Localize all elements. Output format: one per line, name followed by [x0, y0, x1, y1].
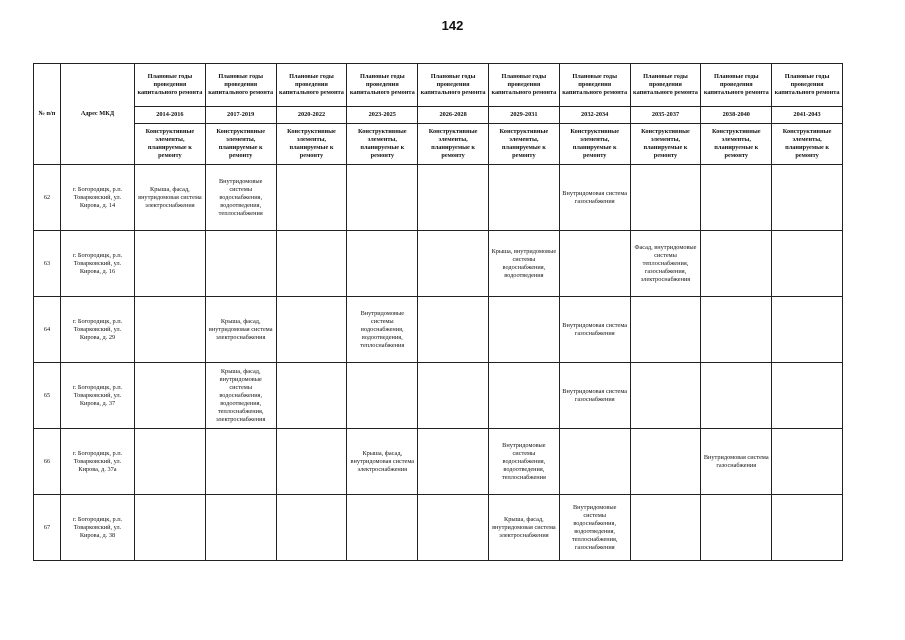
repair-cell: [135, 429, 206, 495]
repair-cell: [701, 495, 772, 561]
repair-cell: [418, 429, 489, 495]
repair-cell: [276, 231, 347, 297]
repair-cell: [418, 231, 489, 297]
table-row: [34, 363, 843, 429]
repair-cell: Крыша, фасад, внутридомовая система электроснабжения: [488, 495, 559, 561]
row-address: г. Богородицк, р.п. Товарковский, ул. Кирова, д. 16: [61, 231, 135, 297]
repair-cell: Внутридомовая система газоснабжения: [559, 165, 630, 231]
header-years-2032-2034: 2032-2034: [559, 107, 630, 124]
row-address: г. Богородицк, р.п. Товарковский, ул. Кирова, д. 37: [61, 363, 135, 429]
header-elements-label: Конструктивные элементы, планируемые к ремонту: [630, 124, 701, 165]
header-years-2020-2022: 2020-2022: [276, 107, 347, 124]
header-period-title: Плановые годы проведения капитального ремонта: [347, 64, 418, 107]
repair-cell: [276, 495, 347, 561]
header-elements-label: Конструктивные элементы, планируемые к ремонту: [701, 124, 772, 165]
repair-cell: Крыша, фасад, внутридомовая система электроснабжения: [135, 165, 206, 231]
repair-cell: [276, 165, 347, 231]
repair-cell: Крыша, внутридомовые системы водоснабжения, водоотведения: [488, 231, 559, 297]
header-elements-label: Конструктивные элементы, планируемые к ремонту: [559, 124, 630, 165]
repair-cell: [418, 297, 489, 363]
row-number: 62: [34, 165, 61, 231]
page-number: 142: [441, 18, 464, 33]
repair-cell: [347, 495, 418, 561]
row-number: 63: [34, 231, 61, 297]
repair-cell: Внутридомовые системы водоснабжения, водоотведения, теплоснабжения: [488, 429, 559, 495]
repair-cell: [418, 495, 489, 561]
repair-cell: [630, 165, 701, 231]
repair-cell: Внутридомовые системы водоснабжения, водоотведения, теплоснабжения, газоснабжения: [559, 495, 630, 561]
repair-cell: Внутридомовые системы водоснабжения, водоотведения, теплоснабжения: [347, 297, 418, 363]
repair-cell: [135, 231, 206, 297]
table-body: [34, 165, 843, 561]
header-elements-label: Конструктивные элементы, планируемые к ремонту: [418, 124, 489, 165]
repair-cell: [347, 231, 418, 297]
header-elements-label: Конструктивные элементы, планируемые к ремонту: [205, 124, 276, 165]
repair-cell: [772, 429, 843, 495]
header-elements-label: Конструктивные элементы, планируемые к ремонту: [135, 124, 206, 165]
repair-cell: [630, 495, 701, 561]
repair-cell: [135, 495, 206, 561]
repair-cell: [701, 165, 772, 231]
repair-cell: Внутридомовая система газоснабжения: [559, 297, 630, 363]
row-number: 64: [34, 297, 61, 363]
header-period-title: Плановые годы проведения капитального ремонта: [630, 64, 701, 107]
repair-cell: [772, 231, 843, 297]
header-years-2038-2040: 2038-2040: [701, 107, 772, 124]
header-row-elements: [34, 124, 843, 165]
header-years-2014-2016: 2014-2016: [135, 107, 206, 124]
table-row: [34, 429, 843, 495]
repair-cell: Внутридомовая система газоснабжения: [559, 363, 630, 429]
header-period-title: Плановые годы проведения капитального ремонта: [559, 64, 630, 107]
repair-cell: [701, 363, 772, 429]
repair-cell: [347, 165, 418, 231]
header-period-title: Плановые годы проведения капитального ремонта: [135, 64, 206, 107]
header-address: Адрес МКД: [61, 64, 135, 165]
repair-cell: [276, 363, 347, 429]
repair-cell: Внутридомовые системы водоснабжения, водоотведения, теплоснабжения: [205, 165, 276, 231]
row-number: 67: [34, 495, 61, 561]
repair-cell: [488, 363, 559, 429]
repair-cell: [276, 297, 347, 363]
repair-cell: [276, 429, 347, 495]
header-period-title: Плановые годы проведения капитального ремонта: [276, 64, 347, 107]
header-period-title: Плановые годы проведения капитального ремонта: [205, 64, 276, 107]
header-years-2017-2019: 2017-2019: [205, 107, 276, 124]
header-years-2023-2025: 2023-2025: [347, 107, 418, 124]
row-address: г. Богородицк, р.п. Товарковский, ул. Кирова, д. 37а: [61, 429, 135, 495]
repair-cell: [772, 495, 843, 561]
repair-cell: [205, 231, 276, 297]
repair-cell: [772, 165, 843, 231]
repair-cell: [488, 165, 559, 231]
repair-cell: Крыша, фасад, внутридомовые системы водоснабжения, водоотведения, теплоснабжения, электроснабжения: [205, 363, 276, 429]
table-row: [34, 495, 843, 561]
header-row-years: [34, 107, 843, 124]
repair-cell: Крыша, фасад, внутридомовая система электроснабжения: [205, 297, 276, 363]
header-row-periods: [34, 64, 843, 107]
header-elements-label: Конструктивные элементы, планируемые к ремонту: [276, 124, 347, 165]
repair-cell: [630, 297, 701, 363]
repair-cell: Внутридомовая система газоснабжения: [701, 429, 772, 495]
table-row: [34, 231, 843, 297]
repair-cell: [418, 165, 489, 231]
repair-cell: [701, 231, 772, 297]
repair-cell: Крыша, фасад, внутридомовая система электроснабжения: [347, 429, 418, 495]
repair-cell: [135, 297, 206, 363]
repair-cell: [630, 363, 701, 429]
capital-repair-schedule-table: [33, 63, 843, 561]
repair-cell: Фасад, внутридомовые системы теплоснабжения, газоснабжения, электроснабжения: [630, 231, 701, 297]
row-address: г. Богородицк, р.п. Товарковский, ул. Кирова, д. 38: [61, 495, 135, 561]
repair-cell: [135, 363, 206, 429]
repair-cell: [772, 297, 843, 363]
repair-cell: [347, 363, 418, 429]
header-years-2029-2031: 2029-2031: [488, 107, 559, 124]
row-address: г. Богородицк, р.п. Товарковский, ул. Кирова, д. 14: [61, 165, 135, 231]
header-num: № п/п: [34, 64, 61, 165]
repair-cell: [630, 429, 701, 495]
header-years-2041-2043: 2041-2043: [772, 107, 843, 124]
repair-cell: [205, 495, 276, 561]
repair-cell: [418, 363, 489, 429]
repair-cell: [772, 363, 843, 429]
header-years-2035-2037: 2035-2037: [630, 107, 701, 124]
header-years-2026-2028: 2026-2028: [418, 107, 489, 124]
header-period-title: Плановые годы проведения капитального ремонта: [701, 64, 772, 107]
repair-cell: [488, 297, 559, 363]
header-elements-label: Конструктивные элементы, планируемые к ремонту: [772, 124, 843, 165]
row-number: 66: [34, 429, 61, 495]
table-row: [34, 165, 843, 231]
header-period-title: Плановые годы проведения капитального ремонта: [488, 64, 559, 107]
repair-cell: [559, 231, 630, 297]
header-period-title: Плановые годы проведения капитального ремонта: [418, 64, 489, 107]
row-number: 65: [34, 363, 61, 429]
header-period-title: Плановые годы проведения капитального ремонта: [772, 64, 843, 107]
header-elements-label: Конструктивные элементы, планируемые к ремонту: [347, 124, 418, 165]
table-row: [34, 297, 843, 363]
repair-cell: [701, 297, 772, 363]
repair-cell: [559, 429, 630, 495]
repair-cell: [205, 429, 276, 495]
row-address: г. Богородицк, р.п. Товарковский, ул. Кирова, д. 29: [61, 297, 135, 363]
header-elements-label: Конструктивные элементы, планируемые к ремонту: [488, 124, 559, 165]
